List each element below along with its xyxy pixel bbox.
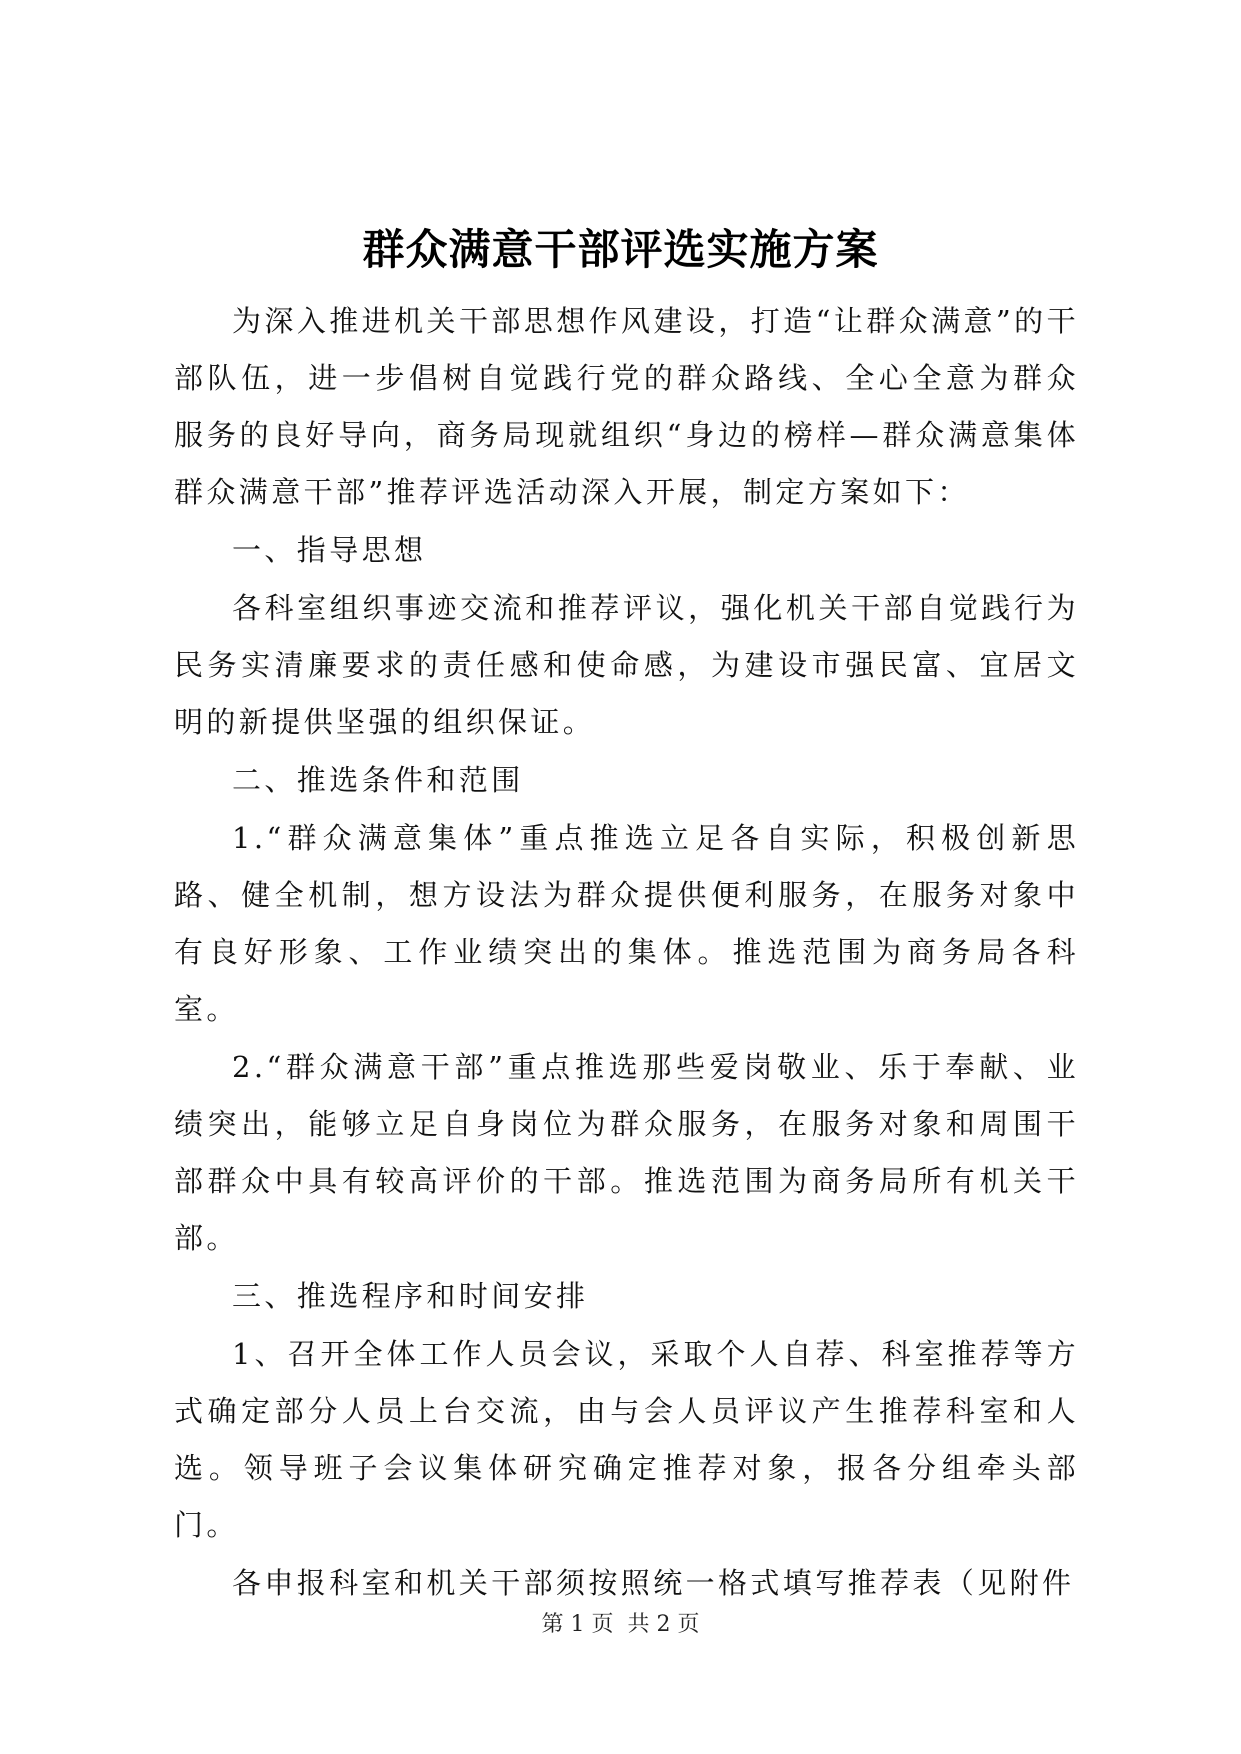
guiding-ideology-paragraph: 各科室组织事迹交流和推荐评议，强化机关干部自觉践行为民务实清廉要求的责任感和使命感，为建设市强民富、宜居文明的新提供坚强的组织保证。 bbox=[174, 591, 1079, 739]
intro-paragraph: 为深入推进机关干部思想作风建设，打造“让群众满意”的干部队伍，进一步倡树自觉践行党的群众路线、全心全意为群众服务的良好导向，商务局现就组织“身边的榜样—群众满意集体群众满意干部”推荐评选活动深入开展，制定方案如下： bbox=[174, 304, 1079, 509]
section-heading-conditions-scope: 二、推选条件和范围 bbox=[232, 763, 524, 797]
page-number-footer: 第 1 页 共 2 页 bbox=[541, 1612, 700, 1637]
section-heading-guiding-ideology: 一、指导思想 bbox=[232, 533, 427, 567]
document-title: 群众满意干部评选实施方案 bbox=[362, 225, 879, 274]
application-form-paragraph: 各申报科室和机关干部须按照统一格式填写推荐表（见附件 bbox=[232, 1566, 1075, 1600]
document-body bbox=[174, 293, 1079, 1613]
condition-cadre-paragraph: 2.“群众满意干部”重点推选那些爱岗敬业、乐于奉献、业绩突出，能够立足自身岗位为群众服务，在服务对象和周围干部群众中具有较高评价的干部。推选范围为商务局所有机关干部。 bbox=[174, 1050, 1079, 1255]
condition-collective-paragraph: 1.“群众满意集体”重点推选立足各自实际，积极创新思路、健全机制，想方设法为群众提供便利服务，在服务对象中有良好形象、工作业绩突出的集体。推选范围为商务局各科室。 bbox=[174, 821, 1079, 1026]
section-heading-procedure-schedule: 三、推选程序和时间安排 bbox=[232, 1279, 589, 1313]
procedure-step-1-paragraph: 1、召开全体工作人员会议，采取个人自荐、科室推荐等方式确定部分人员上台交流，由与会人员评议产生推荐科室和人选。领导班子会议集体研究确定推荐对象，报各分组牵头部门。 bbox=[174, 1337, 1079, 1542]
